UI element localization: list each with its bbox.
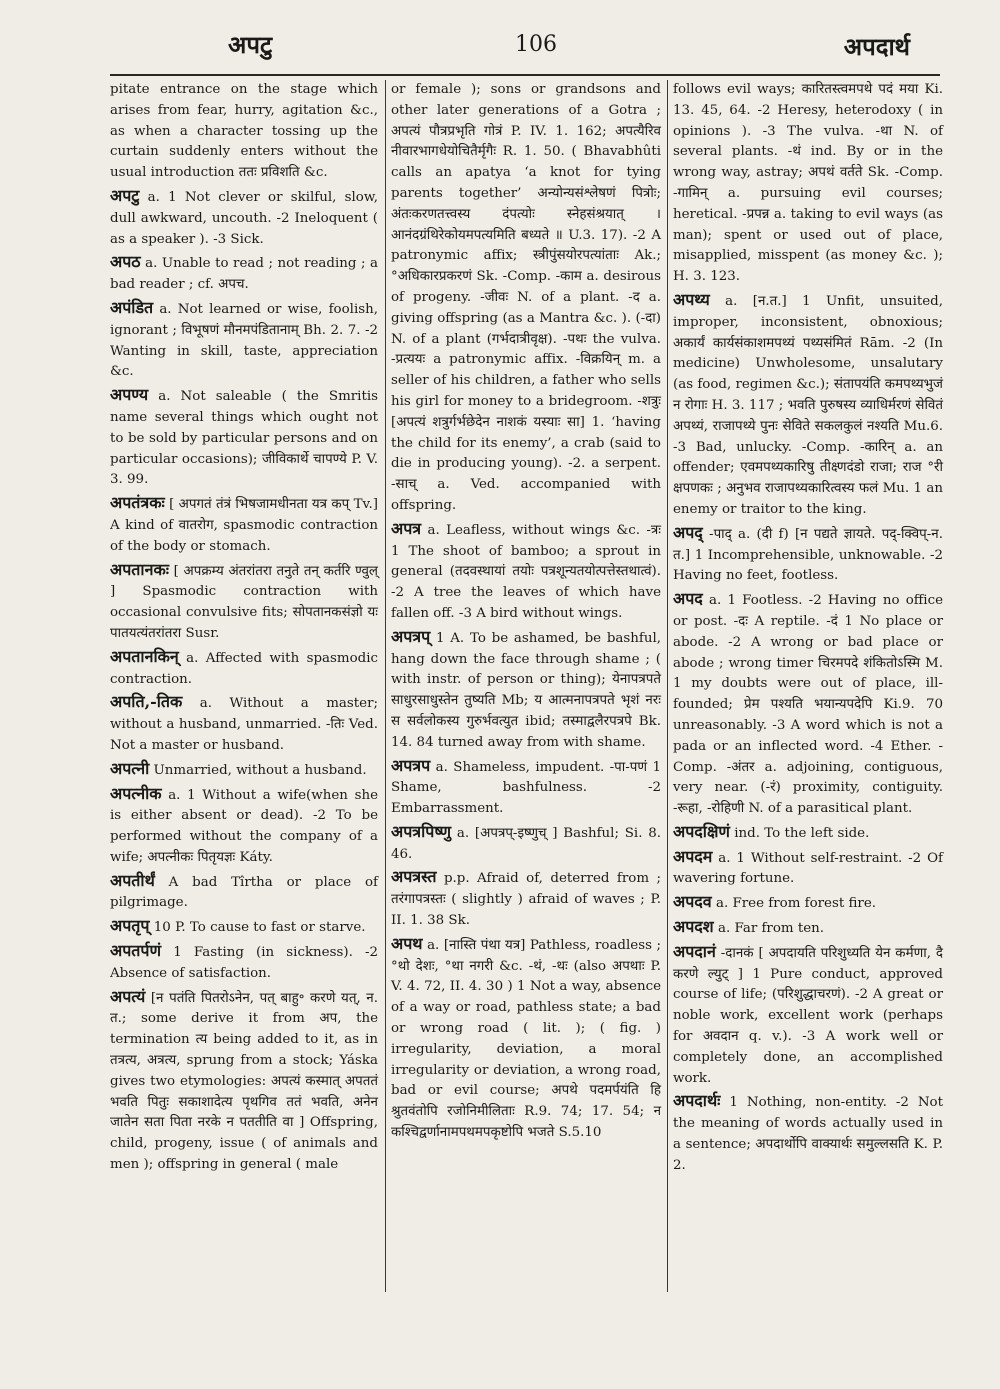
entry-headword: अपथ — [391, 933, 423, 953]
entry-definition: A bad Tîrtha or place of pilgrimage. — [110, 874, 378, 911]
dictionary-entry — [673, 847, 943, 891]
entry-headword: अपत्नी — [110, 758, 150, 778]
entry-definition: 10 P. To cause to fast or starve. — [149, 920, 366, 936]
entry-headword: अपतानकिन् — [110, 646, 179, 666]
entry-definition: 1 Nothing, non-entity. -2 Not the meaning of words actually used in a sentence; अपदार्थोपि वाक्यार्थः समुल्लसति K. P. 2. — [673, 1095, 943, 1173]
entry-definition: a. Leafless, without wings &c. -त्रः 1 The shoot of bamboo; a sprout in general (तदवस्थायां तयोः पत्रशून्यतयोत्पत्तेस्तथात्वं). -2 A tree the leaves of which have fallen off. -3 A bird without wings. — [391, 522, 661, 621]
dictionary-entry — [110, 252, 378, 296]
dictionary-entry — [673, 822, 943, 845]
dictionary-entry — [110, 385, 378, 491]
entry-definition: [न पतंति पितरोऽनेन, पत् बाहु॰ करणे यत्, न. त.; some derive it from अप, the termination त्य being added to it, as in तत्रत्य, अत्रत्य, sprung from a stock; Yáska gives two etymologies: अपत्यं कस्मात् अपततं भवति पितुः सकाशादेत्य पृथगिव ततं भवति, अनेन जातेन सता पिता नरके न पततीति वा ] Offspring, child, progeny, issue ( of animals and men ); offspring in general ( male — [110, 990, 378, 1173]
dictionary-entry — [673, 942, 943, 1090]
dictionary-entry — [391, 934, 661, 1144]
entry-headword: अपत्रपिष्णु — [391, 821, 452, 841]
dictionary-entry — [391, 867, 661, 931]
entry-headword: अपतृप् — [110, 916, 150, 936]
column-divider-2 — [667, 80, 668, 1292]
dictionary-entry — [110, 916, 378, 939]
entry-headword: अपदार्थः — [673, 1091, 721, 1111]
dictionary-entry — [110, 298, 378, 383]
dictionary-entry — [391, 627, 661, 754]
entry-definition: a. Without a master; without a husband, unmarried. -तिः Ved. Not a master or husband. — [110, 696, 378, 753]
entry-definition: [ अपक्रम्य अंतरांतरा तनुते तन् कर्तरि ण्वुल् ] Spasmodic contraction with occasional convulsive fits; सोपतानकसंज्ञो यः पातयत्यंतरांतरा Susr. — [110, 563, 378, 641]
entry-definition: -पाद् a. (दी f) [न पद्यते ज्ञायते. पद्-क्विप्-न. त.] 1 Incomprehensible, unknowable. -2 Having no feet, footless. — [673, 526, 943, 584]
entry-headword: अपतानकः — [110, 559, 169, 579]
entry-definition: a. [अपत्रप्-इष्णुच् ] Bashful; Si. 8. 46. — [391, 825, 661, 862]
entry-definition: a. Far from ten. — [713, 921, 825, 937]
dictionary-entry — [110, 784, 378, 869]
entry-headword: अपतीर्थं — [110, 870, 155, 890]
dictionary-entry — [110, 759, 378, 782]
column-2 — [391, 80, 661, 1146]
entry-headword: अपति,-तिक — [110, 692, 183, 712]
right-running-headword: अपदार्थ — [843, 32, 910, 61]
entry-definition: a. [नास्ति पंथा यत्र] Pathless, roadless ; °थो देशः, °था नगरी &c. -थं, -थः (also अपथाः P. V. 4. 72, II. 4. 30 ) 1 Not a way, absence of a way or road, pathless state; a bad or wrong road ( lit. ); ( fig. ) irregularity, deviation, a moral irregularity or deviation, a wrong road, bad or evil course; अपथे पदमर्पयंति हि श्रुतवंतोपि रजोनिमीलिताः R.9. 74; 17. 54; न कश्चिद्वर्णानामपथमपकृष्टोपि भजते S.5.10 — [391, 937, 661, 1141]
dictionary-entry — [673, 523, 943, 587]
entry-definition: pitate entrance on the stage which arises from fear, hurry, agitation &c., as when a character tossing up the curtain suddenly enters without the usual introduction ततः प्रविशति &c. — [110, 82, 378, 181]
page-header — [110, 28, 940, 72]
entry-headword: अपदम — [673, 846, 713, 866]
entry-definition: a. [न.त.] 1 Unfit, unsuited, improper, inconsistent, obnoxious; अकार्यं कार्यसंकाशमपथ्यं पथ्यसंमितं Rām. -2 (In medicine) Unwholesome, unsalutary (as food, regimen &c.); संतापयंति कमपथ्यभुजं न रोगाः H. 3. 117 ; भवति पुरुषस्य व्याधिर्मरणं सेवितं अपथ्यं, राजापथ्ये पुनः सेविते सकलकुलं नश्यति Mu.6. -3 Bad, unlucky. -Comp. -कारिन् a. an offender; एवमपथ्यकारिषु तीक्ष्णदंडो राजा; राज °री क्षपणकः ; अनुभव राजापथ्यकारित्वस्य फलं Mu. 1 an enemy or traitor to the king. — [673, 293, 943, 517]
dictionary-entry — [673, 917, 943, 940]
entry-definition: Unmarried, without a husband. — [149, 762, 367, 778]
entry-definition: a. Affected with spasmodic contraction. — [110, 650, 378, 687]
entry-headword: अपद् — [673, 522, 703, 542]
entry-definition: a. Shameless, impudent. -पा-पणं 1 Shame, bashfulness. -2 Embarrassment. — [391, 759, 661, 817]
dictionary-entry — [110, 80, 378, 184]
entry-definition: a. 1 Footless. -2 Having no office or post. -दः A reptile. -दं 1 No place or abode. -2 A wrong or bad place or abode ; wrong timer चिरमपदे शंकितोऽस्मि M. 1 my doubts were out of place, ill-founded; प्रेम पश्यति भयान्यपदेपि Ki.9. 70 unreasonably. -3 A word which is not a pada or an inflected word. -4 Ether. -Comp. -अंतर a. adjoining, contiguous, very near. (-रं) proximity, contiguity. -रूहा, -रोहिणी N. of a parasitical plant. — [673, 593, 943, 817]
page-number: 106 — [515, 32, 557, 57]
dictionary-entry — [391, 756, 661, 820]
dictionary-entry — [673, 290, 943, 521]
entry-headword: अपत्नीक — [110, 783, 162, 803]
dictionary-entry — [673, 892, 943, 915]
entry-headword: अपद — [673, 589, 703, 609]
entry-headword: अपथ्य — [673, 289, 710, 309]
entry-definition: [ अपगतं तंत्रं भिषजामधीनता यत्र कप् Tv.] A kind of वातरोग, spasmodic contraction of the body or stomach. — [110, 497, 378, 554]
dictionary-entry — [391, 822, 661, 866]
entry-headword: अपदश — [673, 917, 714, 937]
entry-definition: follows evil ways; कारितस्त्वमपथे पदं मया Ki. 13. 45, 64. -2 Heresy, heterodoxy ( in opinions ). -3 The vulva. -था N. of several plants. -थं ind. By or in the wrong way, astray; अपथं वर्तते Sk. -Comp. -गामिन् a. pursuing evil courses; heretical. -प्रपन्न a. taking to evil ways (as man); spent or used out of place, misapplied, misspent (as money &c. ); H. 3. 123. — [673, 82, 943, 285]
entry-headword: अपदानं — [673, 941, 716, 961]
left-running-headword: अपटु — [228, 30, 273, 59]
entry-definition: a. Not saleable ( the Smritis name several things which ought not to be sold by particular persons and on particular occasions); जीविकार्थे चापण्ये P. V. 3. 99. — [110, 389, 378, 488]
entry-headword: अपदक्षिणं — [673, 821, 730, 841]
entry-definition: a. 1 Without self-restraint. -2 Of wavering fortune. — [673, 850, 943, 887]
entry-definition: p.p. Afraid of, deterred from ; तरंगापत्रस्तः ( slightly ) afraid of waves ; P. II. 1. 38 Sk. — [391, 871, 661, 929]
entry-headword: अपत्रप् — [391, 626, 431, 646]
dictionary-entry — [110, 692, 378, 756]
header-rule — [110, 74, 940, 76]
entry-headword: अपत्यं — [110, 986, 146, 1006]
entry-definition: a. 1 Not clever or skilful, slow, dull awkward, uncouth. -2 Ineloquent ( as a speaker ). -3 Sick. — [110, 189, 378, 247]
dictionary-entry — [391, 519, 661, 625]
entry-headword: अपतंत्रकः — [110, 493, 165, 513]
entry-headword: अपतर्पणं — [110, 941, 162, 961]
entry-headword: अपटु — [110, 185, 140, 205]
column-1 — [110, 80, 378, 1178]
dictionary-entry — [673, 80, 943, 288]
dictionary-entry — [391, 80, 661, 517]
entry-definition: ind. To the left side. — [730, 825, 870, 841]
entry-headword: अपत्र — [391, 518, 422, 538]
dictionary-entry — [110, 871, 378, 915]
column-3 — [673, 80, 943, 1179]
dictionary-entry — [673, 1091, 943, 1176]
dictionary-entry — [110, 560, 378, 645]
dictionary-entry — [110, 647, 378, 691]
dictionary-entry — [110, 987, 378, 1176]
entry-definition: 1 A. To be ashamed, be bashful, hang down the face through shame ; ( with instr. of person or thing); येनापत्रपते साधुरसाधुस्तेन तुष्यति Mb; य आत्मनापत्रपते भृशं नरः स सर्वलोकस्य गुरुर्भवत्युत ibid; तस्माद्वलैरपत्रपे Bk. 14. 84 turned away from with shame. — [391, 630, 661, 750]
entry-definition: a. Unable to read ; not reading ; a bad reader ; cf. अपच. — [110, 256, 378, 293]
dictionary-entry — [110, 493, 378, 557]
entry-headword: अपठ — [110, 252, 141, 272]
entry-definition: a. 1 Without a wife(when she is either absent or dead). -2 To be performed without the company of a wife; अपत्नीकः पितृयज्ञः Káty. — [110, 787, 378, 865]
entry-definition: 1 Fasting (in sickness). -2 Absence of satisfaction. — [110, 945, 378, 981]
entry-definition: -दानकं [ अपदायति परिशुध्यति येन कर्मणा, दै करणे ल्युट् ] 1 Pure conduct, approved course of life; (परिशुद्धाचरणं). -2 A great or noble work, excellent work (perhaps for अवदान q. v.). -3 A work well or completely done, an accomplished work. — [673, 945, 943, 1086]
entry-headword: अपदव — [673, 892, 712, 912]
dictionary-entry — [673, 589, 943, 820]
entry-headword: अपंडित — [110, 297, 154, 317]
column-divider-1 — [385, 80, 386, 1292]
entry-headword: अपत्रप — [391, 755, 431, 775]
entry-definition: a. Not learned or wise, foolish, ignorant ; विभूषणं मौनमपंडितानाम् Bh. 2. 7. -2 Wanting in skill, taste, appreciation &c. — [110, 301, 378, 380]
entry-definition: a. Free from forest fire. — [711, 896, 877, 912]
entry-definition: or female ); sons or grandsons and other later generations of a Gotra ; अपत्यं पौत्रप्रभृति गोत्रं P. IV. 1. 162; अपत्यैरिव नीवारभागधेयोचितैर्मृगैः R. 1. 50. ( Bhavabhûti calls an apatya ‘a knot for tying parents together’ अन्योन्यसंश्लेषणं पित्रोः; अंतःकरणतत्त्वस्य दंपत्योः स्नेहसंश्रयात् । आनंदग्रंथिरेकोयमपत्यमिति बध्यते ॥ U.3. 17). -2 A patronymic affix; स्त्रीपुंसयोरपत्यांताः Ak.; °अधिकारप्रकरणं Sk. -Comp. -काम a. desirous of progeny. -जीवः N. of a plant. -द a. giving offspring (as a Mantra &c. ). (-दा) N. of a plant (गर्भदात्रीवृक्ष). -पथः the vulva. -प्रत्ययः a patronymic affix. -विक्रयिन् m. a seller of his children, a father who sells his girl for money to a bridegroom. -शत्रुः [अपत्यं शत्रुर्गर्भछेदेन नाशकं यस्याः सा] 1. ‘having the child for its enemy’, a crab (said to die in producing young). -2. a serpent. -साच् a. Ved. accompanied with offspring. — [391, 82, 661, 513]
dictionary-entry — [110, 186, 378, 250]
entry-headword: अपण्य — [110, 385, 149, 405]
entry-headword: अपत्रस्त — [391, 867, 437, 887]
dictionary-entry — [110, 941, 378, 985]
